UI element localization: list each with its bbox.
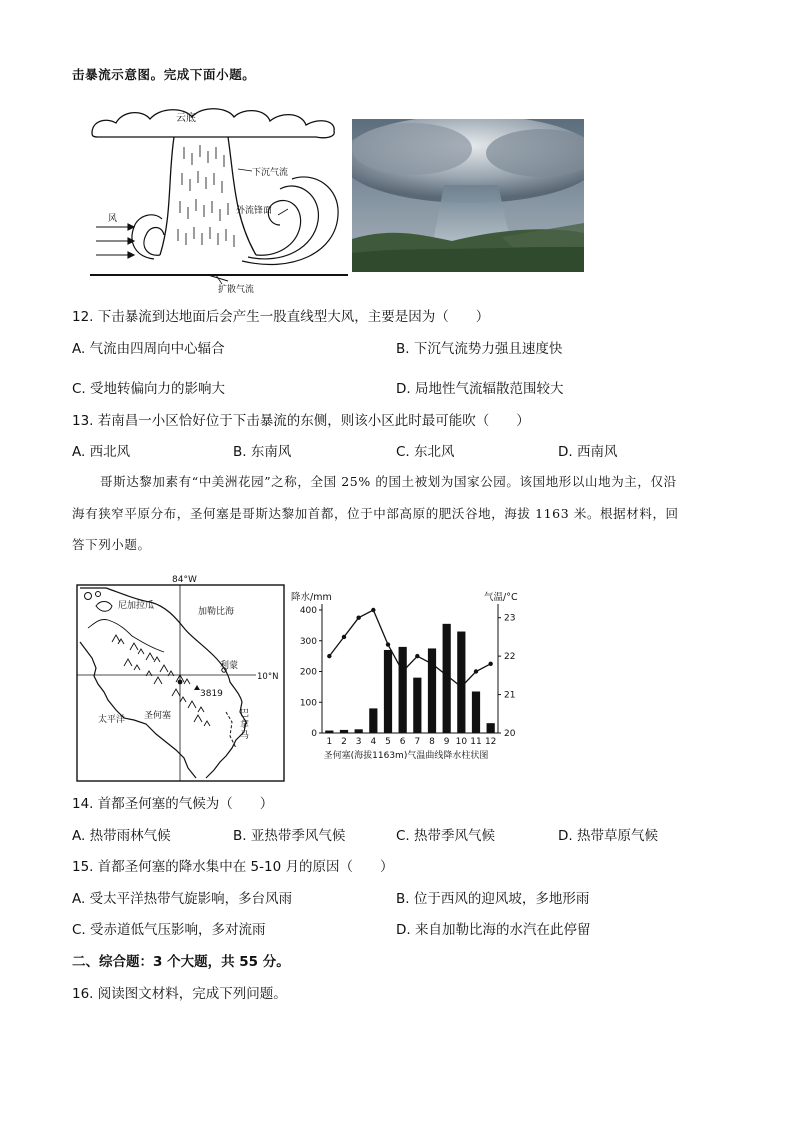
temp-point bbox=[386, 642, 390, 646]
nicaragua-label: 尼加拉瓜 bbox=[118, 601, 155, 611]
passage-line-1: 哥斯达黎加素有“中美洲花园”之称，全国 25% 的国土被划为国家公园。该国地形以山地为主，仅沿 bbox=[100, 474, 677, 489]
precip-bar bbox=[472, 691, 480, 733]
passage-line-2: 海有狭窄平原分布，圣何塞是哥斯达黎加首都，位于中部高原的肥沃谷地，海拔 1163 米。根据材料，回 bbox=[72, 506, 679, 521]
month-label: 2 bbox=[341, 737, 347, 747]
longitude-label: 84°W bbox=[172, 575, 197, 585]
caribbean-label: 加勒比海 bbox=[198, 607, 235, 617]
month-label: 7 bbox=[414, 737, 421, 747]
intro-text: 击暴流示意图。完成下面小题。 bbox=[72, 67, 256, 82]
precip-bar bbox=[428, 648, 436, 733]
precip-bar bbox=[487, 723, 495, 733]
question-14-option-a[interactable]: A. 热带雨林气候 bbox=[72, 828, 171, 844]
precip-tick-label: 200 bbox=[299, 667, 317, 678]
month-label: 4 bbox=[370, 737, 377, 747]
temp-tick-label: 23 bbox=[504, 613, 516, 624]
question-15-option-d[interactable]: D. 来自加勒比海的水汽在此停留 bbox=[396, 922, 591, 938]
month-label: 3 bbox=[355, 737, 362, 747]
precip-bar bbox=[399, 647, 407, 733]
precip-bar bbox=[325, 731, 333, 733]
question-13-option-b[interactable]: B. 东南风 bbox=[233, 444, 292, 460]
diffusion-label: 扩散气流 bbox=[218, 285, 255, 295]
costa-rica-map bbox=[76, 572, 286, 784]
question-12-option-d[interactable]: D. 局地性气流辐散范围较大 bbox=[396, 381, 564, 397]
precip-bar bbox=[384, 650, 392, 733]
cloud-base-label: 云底 bbox=[176, 113, 196, 124]
limon-label: 利蒙 bbox=[220, 661, 239, 671]
temp-point bbox=[488, 662, 492, 666]
peak-label: 3819 bbox=[200, 689, 223, 699]
month-label: 9 bbox=[443, 737, 450, 747]
latitude-label: 10°N bbox=[257, 672, 279, 682]
temp-tick-label: 20 bbox=[504, 729, 516, 739]
chart-caption: 圣何塞(海拔1163m)气温曲线降水柱状图 bbox=[323, 751, 489, 761]
precip-bar bbox=[413, 678, 421, 733]
panama-label-3: 马 bbox=[240, 731, 250, 741]
question-12-stem: 12. 下击暴流到达地面后会产生一股直线型大风，主要是因为（ ） bbox=[72, 309, 490, 325]
temp-line bbox=[329, 610, 490, 687]
month-label: 6 bbox=[399, 737, 406, 747]
question-15-stem: 15. 首都圣何塞的降水集中在 5-10 月的原因（ ） bbox=[72, 859, 394, 875]
temp-point bbox=[342, 635, 346, 639]
precip-bar bbox=[340, 730, 348, 733]
month-label: 8 bbox=[429, 737, 435, 747]
question-14-option-c[interactable]: C. 热带季风气候 bbox=[396, 828, 496, 844]
precip-bar bbox=[457, 632, 465, 733]
temp-point bbox=[459, 685, 463, 689]
question-14-stem: 14. 首都圣何塞的气候为（ ） bbox=[72, 796, 274, 812]
pacific-label: 太平洋 bbox=[98, 715, 126, 725]
temp-axis-label: 气温/°C bbox=[484, 592, 518, 603]
temp-point bbox=[444, 673, 448, 677]
temp-point bbox=[371, 608, 375, 612]
question-12-option-a[interactable]: A. 气流由四周向中心辐合 bbox=[72, 341, 225, 357]
question-15-option-a[interactable]: A. 受太平洋热带气旋影响，多台风雨 bbox=[72, 891, 293, 907]
question-13-stem: 13. 若南昌一小区恰好位于下击暴流的东侧，则该小区此时最可能吹（ ） bbox=[72, 413, 530, 429]
temp-point bbox=[415, 654, 419, 658]
sanjose-dot bbox=[178, 680, 183, 685]
temp-point bbox=[356, 615, 360, 619]
temp-tick-label: 21 bbox=[504, 690, 516, 701]
question-15-option-b[interactable]: B. 位于西风的迎风坡，多地形雨 bbox=[396, 891, 590, 907]
question-13-option-d[interactable]: D. 西南风 bbox=[558, 444, 618, 460]
downburst-photo bbox=[352, 119, 584, 272]
wind-label: 风 bbox=[108, 214, 118, 224]
precip-bar bbox=[369, 708, 377, 733]
sanjose-label: 圣何塞 bbox=[144, 711, 172, 721]
question-14-option-d[interactable]: D. 热带草原气候 bbox=[558, 828, 658, 844]
passage-line-3: 答下列小题。 bbox=[72, 537, 151, 552]
month-label: 12 bbox=[484, 737, 497, 747]
downburst-diagram bbox=[88, 107, 350, 295]
question-15-option-c[interactable]: C. 受赤道低气压影响，多对流雨 bbox=[72, 922, 266, 938]
temp-point bbox=[474, 669, 478, 673]
panama-label-1: 巴 bbox=[240, 709, 250, 719]
panama-label-2: 拿 bbox=[240, 720, 250, 730]
month-label: 10 bbox=[455, 737, 468, 747]
section-2-heading: 二、综合题：3 个大题，共 55 分。 bbox=[72, 954, 290, 970]
question-16-stem: 16. 阅读图文材料，完成下列问题。 bbox=[72, 986, 287, 1002]
question-12-option-b[interactable]: B. 下沉气流势力强且速度快 bbox=[396, 341, 563, 357]
outflow-front-label: 外流锋面 bbox=[236, 206, 273, 216]
precip-tick-label: 400 bbox=[299, 606, 317, 616]
month-label: 1 bbox=[326, 737, 333, 747]
question-13-option-c[interactable]: C. 东北风 bbox=[396, 444, 455, 460]
question-12-option-c[interactable]: C. 受地转偏向力的影响大 bbox=[72, 381, 226, 397]
precip-axis-label: 降水/mm bbox=[291, 592, 332, 603]
temp-point bbox=[430, 662, 434, 666]
temp-point bbox=[400, 669, 404, 673]
temp-point bbox=[327, 654, 331, 658]
precip-bar bbox=[355, 729, 363, 733]
downdraft-label: 下沉气流 bbox=[252, 168, 289, 178]
question-14-option-b[interactable]: B. 亚热带季风气候 bbox=[233, 828, 346, 844]
precip-tick-label: 300 bbox=[299, 636, 317, 647]
precip-tick-label: 100 bbox=[299, 698, 317, 709]
climate-chart bbox=[286, 586, 526, 764]
temp-tick-label: 22 bbox=[504, 652, 516, 663]
month-label: 5 bbox=[385, 737, 391, 747]
question-13-option-a[interactable]: A. 西北风 bbox=[72, 444, 131, 460]
month-label: 11 bbox=[470, 737, 482, 747]
precip-tick-label: 0 bbox=[311, 729, 317, 739]
